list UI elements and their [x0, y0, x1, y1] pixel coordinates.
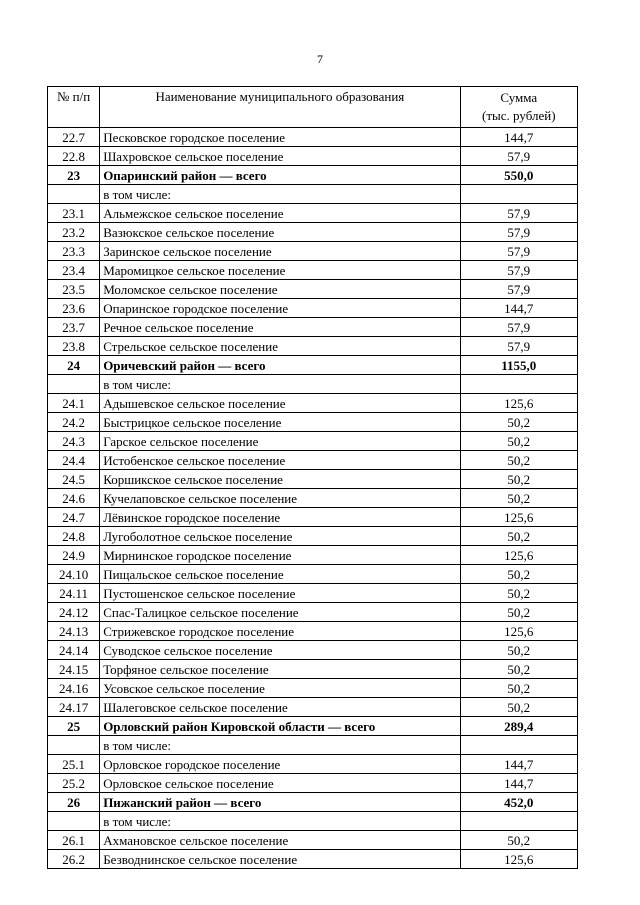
- row-name: Орловское сельское поселение: [100, 774, 460, 793]
- row-name: Опаринский район — всего: [100, 166, 460, 185]
- row-name: Торфяное сельское поселение: [100, 660, 460, 679]
- row-name: Маромицкое сельское поселение: [100, 261, 460, 280]
- row-name: Пищальское сельское поселение: [100, 565, 460, 584]
- row-number: 24.9: [48, 546, 100, 565]
- row-name: Адышевское сельское поселение: [100, 394, 460, 413]
- table-row: [48, 185, 578, 204]
- table-row: [48, 831, 578, 850]
- table-row: [48, 565, 578, 584]
- row-name: Речное сельское поселение: [100, 318, 460, 337]
- row-sum: 57,9: [460, 204, 577, 223]
- row-sum: [460, 812, 577, 831]
- row-number: 26.2: [48, 850, 100, 869]
- row-number: 23: [48, 166, 100, 185]
- row-number: 24.12: [48, 603, 100, 622]
- row-sum: 50,2: [460, 565, 577, 584]
- table-row: [48, 527, 578, 546]
- table-row: [48, 755, 578, 774]
- row-sum: 50,2: [460, 660, 577, 679]
- row-sum: 289,4: [460, 717, 577, 736]
- budget-table: [47, 86, 578, 869]
- row-name: Истобенское сельское поселение: [100, 451, 460, 470]
- row-sum: 50,2: [460, 603, 577, 622]
- table-row: [48, 375, 578, 394]
- row-sum: 50,2: [460, 831, 577, 850]
- table-row: [48, 736, 578, 755]
- row-name: Моломское сельское поселение: [100, 280, 460, 299]
- row-name: Ахмановское сельское поселение: [100, 831, 460, 850]
- row-number: [48, 185, 100, 204]
- table-row: [48, 584, 578, 603]
- row-name: Стрельское сельское поселение: [100, 337, 460, 356]
- row-number: 25.1: [48, 755, 100, 774]
- row-sum: 57,9: [460, 337, 577, 356]
- row-number: 26.1: [48, 831, 100, 850]
- row-sum: [460, 736, 577, 755]
- row-name: Альмежское сельское поселение: [100, 204, 460, 223]
- row-number: 23.7: [48, 318, 100, 337]
- row-name: Суводское сельское поселение: [100, 641, 460, 660]
- row-name: в том числе:: [100, 812, 460, 831]
- row-sum: 50,2: [460, 451, 577, 470]
- row-name: Орловский район Кировской области — всего: [100, 717, 460, 736]
- row-number: 24.3: [48, 432, 100, 451]
- table-row: [48, 679, 578, 698]
- row-sum: 50,2: [460, 413, 577, 432]
- row-sum: 50,2: [460, 470, 577, 489]
- row-sum: 1155,0: [460, 356, 577, 375]
- row-name: в том числе:: [100, 375, 460, 394]
- row-number: 24.14: [48, 641, 100, 660]
- table-row: [48, 603, 578, 622]
- row-number: 25.2: [48, 774, 100, 793]
- row-sum: 57,9: [460, 318, 577, 337]
- district-total-row: [48, 717, 578, 736]
- row-name: Пустошенское сельское поселение: [100, 584, 460, 603]
- table-row: [48, 223, 578, 242]
- row-number: 22.7: [48, 128, 100, 147]
- row-sum: 57,9: [460, 223, 577, 242]
- table-row: [48, 394, 578, 413]
- table-row: [48, 451, 578, 470]
- row-sum: 50,2: [460, 641, 577, 660]
- table-row: [48, 261, 578, 280]
- row-name: Безводнинское сельское поселение: [100, 850, 460, 869]
- row-number: 24.1: [48, 394, 100, 413]
- row-sum: 57,9: [460, 242, 577, 261]
- header-sum-line1: Сумма: [500, 90, 538, 105]
- row-name: Спас-Талицкое сельское поселение: [100, 603, 460, 622]
- table-row: [48, 546, 578, 565]
- row-number: 24.15: [48, 660, 100, 679]
- row-number: 23.3: [48, 242, 100, 261]
- row-sum: 144,7: [460, 299, 577, 318]
- row-name: Мирнинское городское поселение: [100, 546, 460, 565]
- row-sum: 57,9: [460, 147, 577, 166]
- table-row: [48, 280, 578, 299]
- row-name: Шахровское сельское поселение: [100, 147, 460, 166]
- row-number: 24.2: [48, 413, 100, 432]
- table-row: [48, 774, 578, 793]
- header-sum: [460, 87, 577, 128]
- row-name: Оричевский район — всего: [100, 356, 460, 375]
- row-number: 24.7: [48, 508, 100, 527]
- row-sum: 144,7: [460, 774, 577, 793]
- row-name: Орловское городское поселение: [100, 755, 460, 774]
- table-row: [48, 489, 578, 508]
- row-name: Лугоболотное сельское поселение: [100, 527, 460, 546]
- row-sum: 125,6: [460, 508, 577, 527]
- table-row: [48, 622, 578, 641]
- row-sum: [460, 185, 577, 204]
- row-name: Лёвинское городское поселение: [100, 508, 460, 527]
- table-row: [48, 660, 578, 679]
- row-name: Песковское городское поселение: [100, 128, 460, 147]
- row-name: Стрижевское городское поселение: [100, 622, 460, 641]
- page-number: 7: [317, 52, 323, 66]
- row-sum: 50,2: [460, 584, 577, 603]
- row-name: Опаринское городское поселение: [100, 299, 460, 318]
- row-name: Шалеговское сельское поселение: [100, 698, 460, 717]
- district-total-row: [48, 166, 578, 185]
- header-num: № п/п: [48, 87, 100, 128]
- row-sum: 125,6: [460, 622, 577, 641]
- row-number: 24: [48, 356, 100, 375]
- table-row: [48, 812, 578, 831]
- row-sum: 125,6: [460, 850, 577, 869]
- row-number: 24.8: [48, 527, 100, 546]
- row-sum: 50,2: [460, 698, 577, 717]
- row-number: 24.13: [48, 622, 100, 641]
- row-sum: 452,0: [460, 793, 577, 812]
- row-name: Быстрицкое сельское поселение: [100, 413, 460, 432]
- row-number: 23.8: [48, 337, 100, 356]
- row-number: 22.8: [48, 147, 100, 166]
- table-row: [48, 128, 578, 147]
- header-name: Наименование муниципального образования: [100, 87, 460, 128]
- row-number: [48, 812, 100, 831]
- row-number: 24.4: [48, 451, 100, 470]
- table-body: [48, 128, 578, 869]
- row-sum: 50,2: [460, 527, 577, 546]
- row-number: 23.4: [48, 261, 100, 280]
- table-row: [48, 850, 578, 869]
- row-name: Заринское сельское поселение: [100, 242, 460, 261]
- row-number: 24.5: [48, 470, 100, 489]
- row-sum: 144,7: [460, 128, 577, 147]
- row-name: Вазюкское сельское поселение: [100, 223, 460, 242]
- table-row: [48, 318, 578, 337]
- row-sum: 57,9: [460, 280, 577, 299]
- row-number: 24.6: [48, 489, 100, 508]
- row-sum: 50,2: [460, 679, 577, 698]
- row-number: 24.11: [48, 584, 100, 603]
- row-number: 23.6: [48, 299, 100, 318]
- table-row: [48, 698, 578, 717]
- row-sum: 550,0: [460, 166, 577, 185]
- row-name: Пижанский район — всего: [100, 793, 460, 812]
- table-header-row: [48, 87, 578, 128]
- row-sum: 57,9: [460, 261, 577, 280]
- row-number: 23.1: [48, 204, 100, 223]
- district-total-row: [48, 356, 578, 375]
- row-number: 24.10: [48, 565, 100, 584]
- table-row: [48, 299, 578, 318]
- row-name: в том числе:: [100, 185, 460, 204]
- district-total-row: [48, 793, 578, 812]
- table-row: [48, 204, 578, 223]
- row-number: 23.2: [48, 223, 100, 242]
- table-row: [48, 242, 578, 261]
- row-number: [48, 736, 100, 755]
- table-row: [48, 432, 578, 451]
- row-sum: [460, 375, 577, 394]
- row-sum: 144,7: [460, 755, 577, 774]
- row-name: Гарское сельское поселение: [100, 432, 460, 451]
- table-row: [48, 337, 578, 356]
- table-row: [48, 508, 578, 527]
- row-number: 25: [48, 717, 100, 736]
- table-row: [48, 147, 578, 166]
- row-sum: 50,2: [460, 489, 577, 508]
- row-number: [48, 375, 100, 394]
- row-number: 24.16: [48, 679, 100, 698]
- row-sum: 50,2: [460, 432, 577, 451]
- row-name: Кучелаповское сельское поселение: [100, 489, 460, 508]
- row-sum: 125,6: [460, 546, 577, 565]
- row-name: Коршикское сельское поселение: [100, 470, 460, 489]
- row-number: 24.17: [48, 698, 100, 717]
- row-name: Усовское сельское поселение: [100, 679, 460, 698]
- table-row: [48, 413, 578, 432]
- row-sum: 125,6: [460, 394, 577, 413]
- header-sum-line2: (тыс. рублей): [482, 108, 556, 123]
- table-row: [48, 470, 578, 489]
- table-row: [48, 641, 578, 660]
- row-number: 26: [48, 793, 100, 812]
- row-number: 23.5: [48, 280, 100, 299]
- row-name: в том числе:: [100, 736, 460, 755]
